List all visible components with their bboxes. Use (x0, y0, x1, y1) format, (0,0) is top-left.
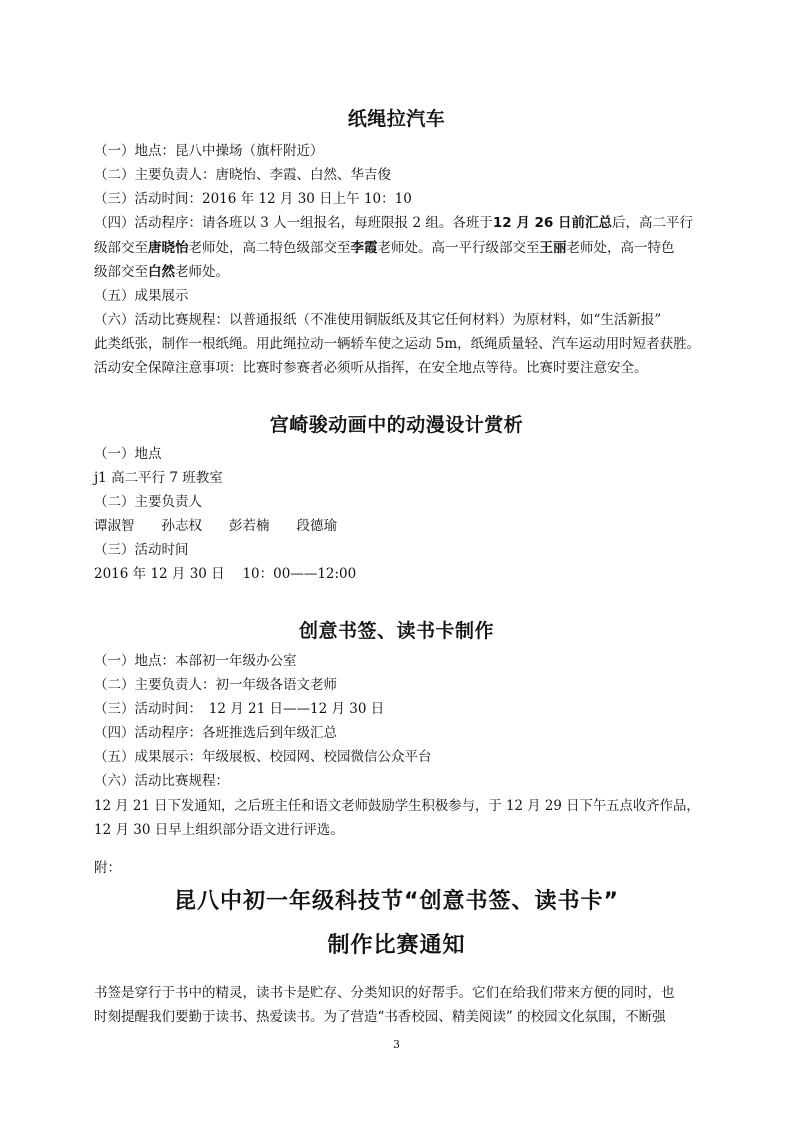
section3-rules: （六）活动比赛规程： (94, 773, 229, 789)
section1-procedure-line1: （四）活动程序：请各班以 3 人一组报名，每班限报 2 组。各班于12 月 26 日前汇总后，高二平行 (94, 215, 694, 231)
section-title-miyazaki: 宫崎骏动画中的动漫设计赏析 (269, 414, 524, 436)
appendix-intro-line1: 书签是穿行于书中的精灵，读书卡是贮存、分类知识的好帮手。它们在给我们带来方便的同时，也 (94, 985, 675, 1001)
section2-location-label: （一）地点 (94, 446, 162, 462)
section3-detail-line1: 12 月 21 日下发通知，之后班主任和语文老师鼓励学生积极参与，于 12 月 29 日下午五点收齐作品， (94, 798, 700, 814)
section1-rules-line1: （六）活动比赛规程：以普通报纸（不准使用铜版纸及其它任何材料）为原材料，如“生活新报” (94, 312, 662, 328)
section2-time-label: （三）活动时间 (94, 542, 189, 558)
section1-time: （三）活动时间：2016 年 12 月 30 日上午 10：10 (94, 191, 412, 207)
appendix-intro-line2: 时刻提醒我们要勤于读书、热爱读书。为了营造“书香校园、精美阅读” 的校园文化氛围，不断强 (94, 1009, 666, 1025)
section-title-paper-rope: 纸绳拉汽车 (347, 108, 446, 130)
section2-leaders-label: （二）主要负责人 (94, 494, 202, 510)
section1-result: （五）成果展示 (94, 288, 189, 304)
section3-leaders: （二）主要负责人：初一年级各语文老师 (94, 677, 337, 693)
appendix-title-line1: 昆八中初一年级科技节“创意书签、读书卡” (174, 889, 619, 914)
section2-location: j1 高二平行 7 班教室 (94, 470, 223, 486)
section3-result: （五）成果展示：年级展板、校园网、校园微信公众平台 (94, 749, 432, 765)
section3-procedure: （四）活动程序：各班推选后到年级汇总 (94, 725, 337, 741)
section2-leaders: 谭淑智 孙志权 彭若楠 段德瑜 (94, 518, 337, 534)
section3-detail-line2: 12 月 30 日早上组织部分语文进行评选。 (94, 822, 344, 838)
section1-leaders: （二）主要负责人：唐晓怡、李霞、白然、华吉俊 (94, 167, 391, 183)
appendix-title-line2: 制作比赛通知 (327, 933, 466, 958)
section2-time: 2016 年 12 月 30 日 10：00——12:00 (94, 566, 357, 582)
section1-rules-line2: 此类纸张，制作一根纸绳。用此绳拉动一辆轿车使之运动 5m，纸绳质量轻、汽车运动用时短者获胜。 (94, 336, 701, 352)
appendix-label: 附： (94, 860, 121, 876)
section-title-bookmark: 创意书签、读书卡制作 (298, 620, 494, 642)
section1-procedure-line2: 级部交至唐晓怡老师处，高二特色级部交至李霞老师处。高一平行级部交至王丽老师处，高一特色 (94, 240, 675, 256)
section3-time: （三）活动时间： 12 月 21 日——12 月 30 日 (94, 701, 385, 717)
section1-location: （一）地点：昆八中操场（旗杆附近） (94, 143, 324, 159)
page-number: 3 (393, 1038, 400, 1051)
section1-rules-line3: 活动安全保障注意事项：比赛时参赛者必须听从指挥，在安全地点等待。比赛时要注意安全。 (94, 360, 648, 376)
section1-procedure-line3: 级部交至白然老师处。 (94, 264, 229, 280)
section3-location: （一）地点：本部初一年级办公室 (94, 653, 297, 669)
